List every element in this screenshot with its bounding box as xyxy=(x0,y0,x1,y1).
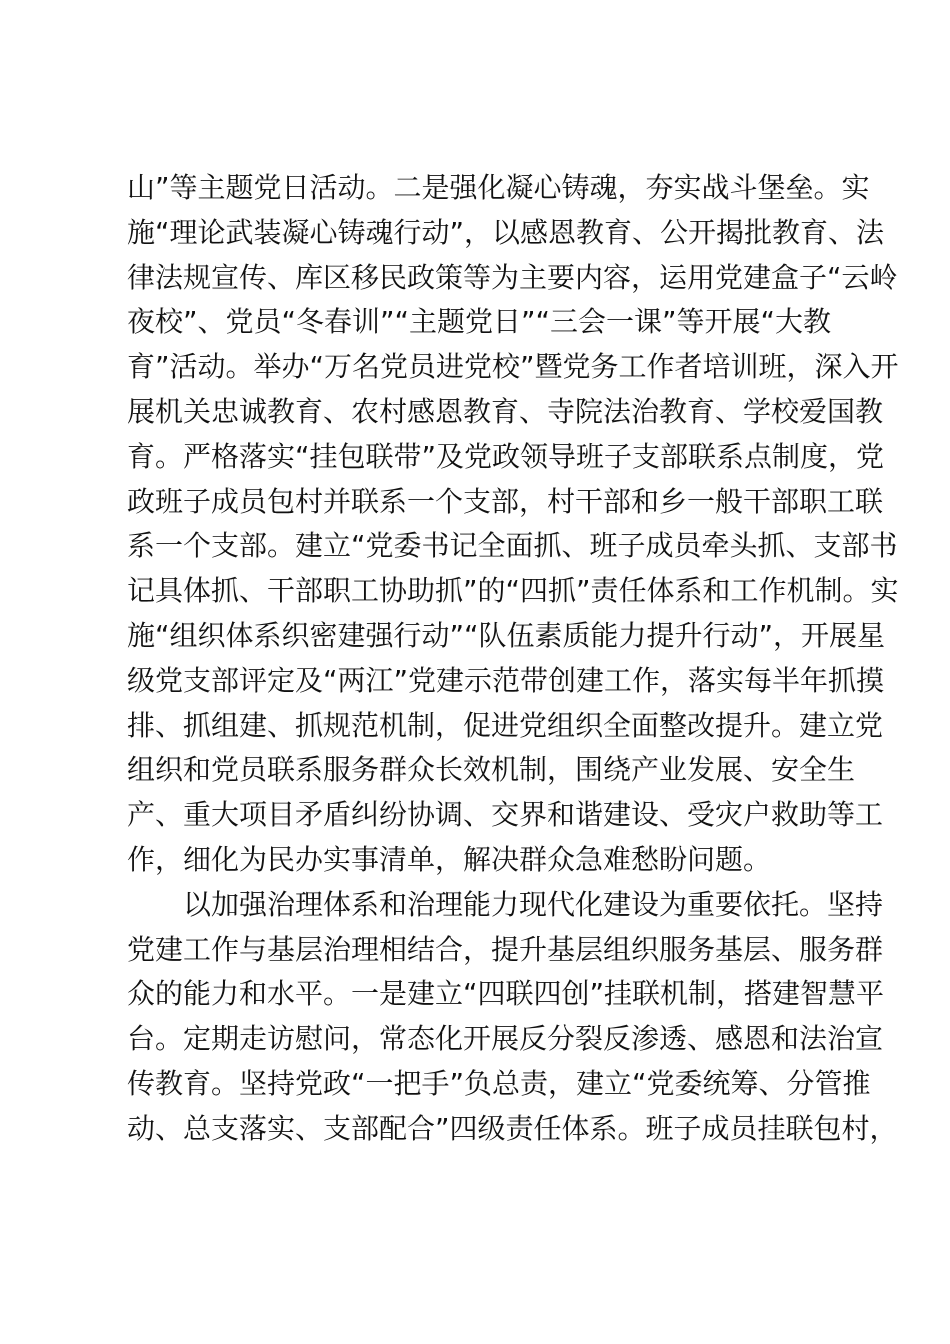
text-line: 众的能力和水平。一是建立“四联四创”挂联机制，搭建智慧平 xyxy=(127,977,885,1011)
text-line: 育”活动。举办“万名党员进党校”暨党务工作者培训班，深入开 xyxy=(127,350,899,384)
text-line: 山”等主题党日活动。二是强化凝心铸魂，夯实战斗堡垒。实 xyxy=(127,171,870,204)
text-line: 记具体抓、干部职工协助抓”的“四抓”责任体系和工作机制。实 xyxy=(127,574,899,608)
document-body xyxy=(127,166,899,1152)
text-line: 排、抓组建、抓规范机制，促进党组织全面整改提升。建立党 xyxy=(127,708,884,742)
text-line: 施“理论武装凝心铸魂行动”，以感恩教育、公开揭批教育、法 xyxy=(127,215,885,249)
text-line: 台。定期走访慰问，常态化开展反分裂反渗透、感恩和法治宣 xyxy=(127,1022,884,1056)
text-line: 夜校”、党员“冬春训”“主题党日”“三会一课”等开展“大教 xyxy=(127,305,832,339)
text-line: 以加强治理体系和治理能力现代化建设为重要依托。坚持 xyxy=(183,887,884,921)
text-line: 动、总支落实、支部配合”四级责任体系。班子成员挂联包村， xyxy=(127,1111,898,1145)
text-line: 作，细化为民办实事清单，解决群众急难愁盼问题。 xyxy=(127,842,772,876)
paragraph-1 xyxy=(127,166,899,883)
text-line: 施“组织体系织密建强行动”“队伍素质能力提升行动”，开展星 xyxy=(127,618,886,652)
text-line: 传教育。坚持党政“一把手”负总责，建立“党委统筹、分管推 xyxy=(127,1066,871,1100)
text-line: 系一个支部。建立“党委书记全面抓、班子成员牵头抓、支部书 xyxy=(127,529,898,563)
text-line: 育。严格落实“挂包联带”及党政领导班子支部联系点制度，党 xyxy=(127,439,885,473)
text-line: 级党支部评定及“两江”党建示范带创建工作，落实每半年抓摸 xyxy=(127,663,885,697)
text-line: 党建工作与基层治理相结合，提升基层组织服务基层、服务群 xyxy=(127,932,884,966)
text-line: 政班子成员包村并联系一个支部，村干部和乡一般干部职工联 xyxy=(127,484,884,518)
text-line: 产、重大项目矛盾纠纷协调、交界和谐建设、受灾户救助等工 xyxy=(127,798,884,832)
text-line: 律法规宣传、库区移民政策等为主要内容，运用党建盒子“云岭 xyxy=(127,260,898,294)
text-line: 组织和党员联系服务群众长效机制，围绕产业发展、安全生 xyxy=(127,753,856,787)
text-line: 展机关忠诚教育、农村感恩教育、寺院法治教育、学校爱国教 xyxy=(127,394,884,428)
paragraph-2 xyxy=(127,883,898,1152)
